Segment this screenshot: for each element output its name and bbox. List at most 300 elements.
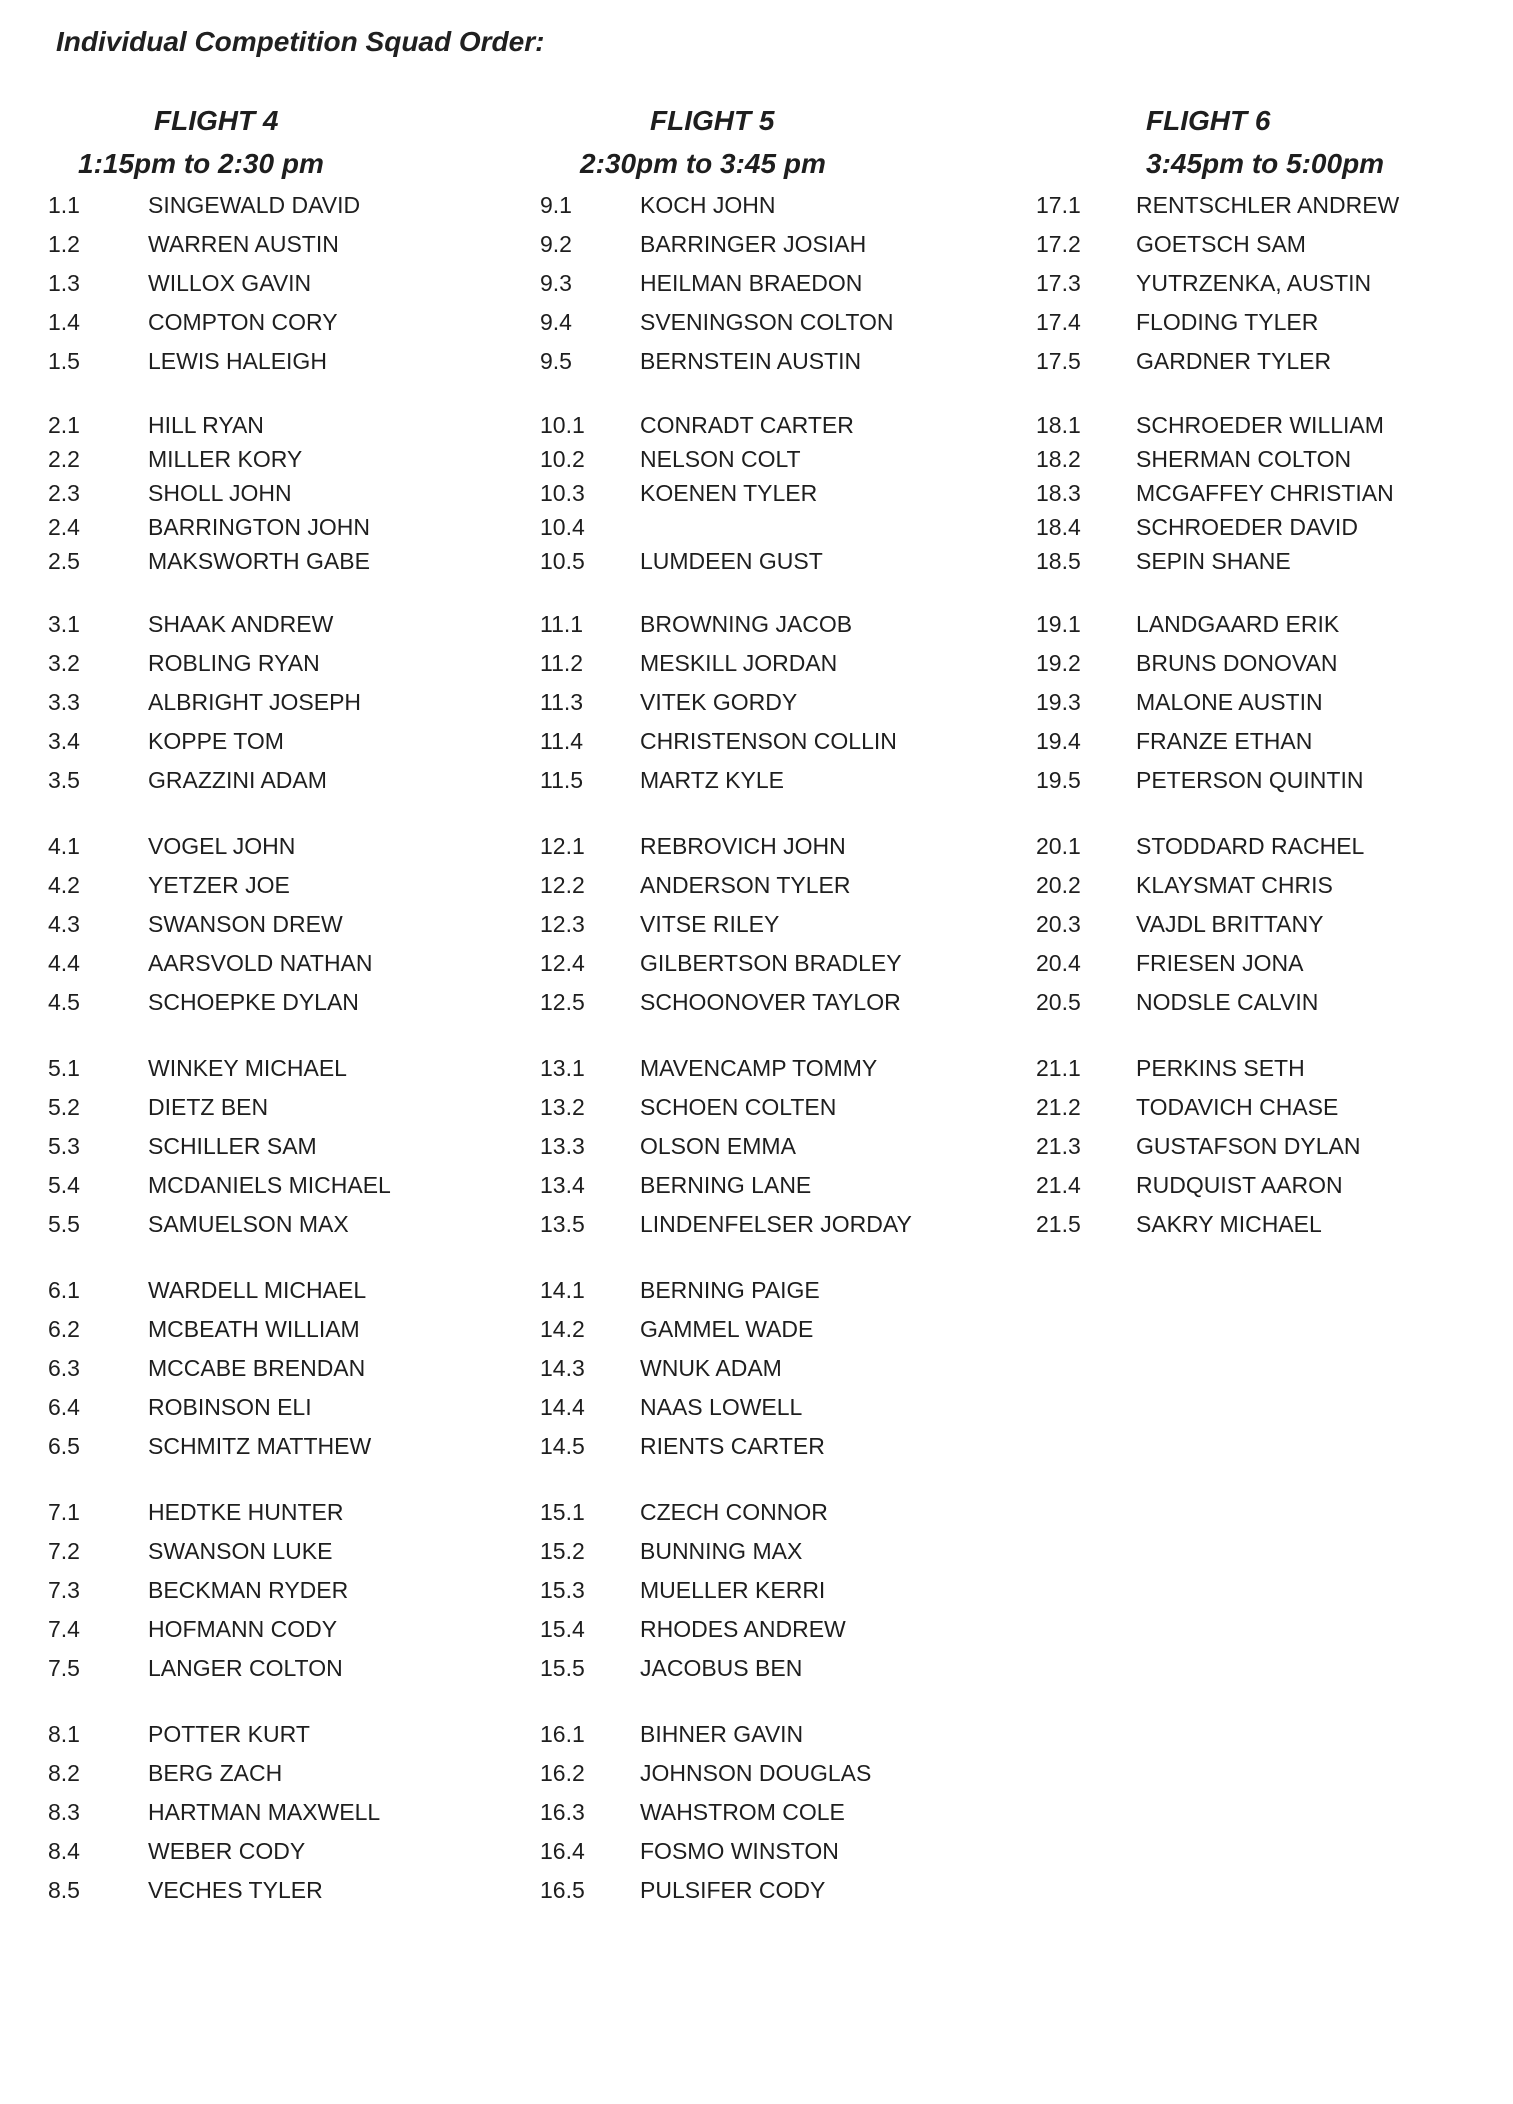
squad-row [540,644,1010,683]
position-number: 18.4 [1036,514,1081,540]
position-number: 6.5 [48,1433,80,1459]
shooter-name: WARDELL MICHAEL [148,1277,367,1303]
position-number: 12.2 [540,872,585,898]
shooter-name: SHERMAN COLTON [1136,446,1352,472]
shooter-name: VECHES TYLER [148,1877,323,1903]
squad-row [48,1571,518,1610]
shooter-name: GUSTAFSON DYLAN [1136,1133,1361,1159]
squad-row [1036,1127,1506,1166]
shooter-name: SVENINGSON COLTON [640,309,894,335]
shooter-name: VITEK GORDY [640,689,798,715]
position-number: 20.4 [1036,950,1081,976]
squad-row [540,1532,1010,1571]
squad-row [48,644,518,683]
squad-row [48,1088,518,1127]
shooter-name: GOETSCH SAM [1136,231,1306,257]
squad-row [540,1571,1010,1610]
shooter-name: RHODES ANDREW [640,1616,846,1642]
shooter-name: RUDQUIST AARON [1136,1172,1343,1198]
squad-row [48,722,518,761]
position-number: 19.4 [1036,728,1081,754]
flight-4-title: FLIGHT 4 [154,105,279,136]
position-number: 4.4 [48,950,80,976]
position-number: 17.1 [1036,192,1081,218]
squad-row [1036,186,1506,225]
shooter-name: BIHNER GAVIN [640,1721,804,1747]
squad-block [540,408,1010,578]
shooter-name: SCHROEDER WILLIAM [1136,412,1384,438]
position-number: 17.3 [1036,270,1081,296]
position-number: 3.5 [48,767,80,793]
position-number: 21.1 [1036,1055,1081,1081]
squad-row [48,683,518,722]
position-number: 20.5 [1036,989,1081,1015]
squad-row [1036,408,1506,442]
shooter-name: MALONE AUSTIN [1136,689,1323,715]
shooter-name: YUTRZENKA, AUSTIN [1136,270,1372,296]
squad-row [48,1532,518,1571]
squad-row [1036,761,1506,800]
position-number: 18.2 [1036,446,1081,472]
position-number: 20.3 [1036,911,1081,937]
shooter-name: YETZER JOE [148,872,290,898]
squad-block [540,186,1010,381]
shooter-name: NAAS LOWELL [640,1394,803,1420]
position-number: 14.1 [540,1277,585,1303]
shooter-name: MUELLER KERRI [640,1577,826,1603]
position-number: 17.5 [1036,348,1081,374]
squad-row [540,303,1010,342]
shooter-name: HEDTKE HUNTER [148,1499,344,1525]
squad-block [1036,827,1506,1022]
position-number: 6.4 [48,1394,80,1420]
squad-row [540,544,1010,578]
position-number: 19.5 [1036,767,1081,793]
squad-row [1036,983,1506,1022]
squad-row [1036,683,1506,722]
squad-row [540,1127,1010,1166]
shooter-name: FOSMO WINSTON [640,1838,839,1864]
shooter-name: SAMUELSON MAX [148,1211,349,1237]
shooter-name: RENTSCHLER ANDREW [1136,192,1400,218]
flight-6-column [1036,100,1506,1271]
squad-row [1036,944,1506,983]
shooter-name: VAJDL BRITTANY [1136,911,1324,937]
flight-4-column [48,100,518,1937]
squad-row [540,408,1010,442]
squad-block [1036,186,1506,381]
position-number: 3.1 [48,611,80,637]
flight-6-title: FLIGHT 6 [1146,105,1271,136]
shooter-name: BERNSTEIN AUSTIN [640,348,862,374]
position-number: 10.4 [540,514,585,540]
shooter-name: JACOBUS BEN [640,1655,803,1681]
squad-block [48,186,518,381]
squad-row [48,1754,518,1793]
squad-row [540,342,1010,381]
shooter-name: FRANZE ETHAN [1136,728,1313,754]
shooter-name: WARREN AUSTIN [148,231,339,257]
squad-row [540,1310,1010,1349]
shooter-name: WINKEY MICHAEL [148,1055,347,1081]
squad-block [540,1049,1010,1244]
position-number: 10.2 [540,446,585,472]
squad-row [540,1271,1010,1310]
squad-row [1036,1049,1506,1088]
squad-row [48,866,518,905]
position-number: 18.3 [1036,480,1081,506]
squad-row [48,264,518,303]
position-number: 14.2 [540,1316,585,1342]
shooter-name: KOENEN TYLER [640,480,818,506]
position-number: 19.2 [1036,650,1081,676]
shooter-name: GARDNER TYLER [1136,348,1332,374]
shooter-name: TODAVICH CHASE [1136,1094,1339,1120]
squad-row [48,905,518,944]
position-number: 18.1 [1036,412,1081,438]
position-number: 7.3 [48,1577,80,1603]
squad-row [1036,827,1506,866]
position-number: 9.1 [540,192,572,218]
squad-block [48,827,518,1022]
shooter-name: SHOLL JOHN [148,480,292,506]
position-number: 17.4 [1036,309,1081,335]
shooter-name: JOHNSON DOUGLAS [640,1760,872,1786]
position-number: 2.3 [48,480,80,506]
position-number: 11.4 [540,728,584,754]
position-number: 12.3 [540,911,585,937]
squad-row [540,1088,1010,1127]
page-title: Individual Competition Squad Order: [56,26,545,57]
shooter-name: SWANSON DREW [148,911,343,937]
position-number: 15.4 [540,1616,585,1642]
squad-row [1036,905,1506,944]
squad-row [540,1793,1010,1832]
position-number: 3.2 [48,650,80,676]
position-number: 15.1 [540,1499,585,1525]
position-number: 20.2 [1036,872,1081,898]
shooter-name: FLODING TYLER [1136,309,1319,335]
squad-row [1036,442,1506,476]
squad-row [48,1205,518,1244]
squad-row [1036,722,1506,761]
position-number: 1.5 [48,348,80,374]
squad-row [540,1754,1010,1793]
position-number: 6.2 [48,1316,80,1342]
squad-row [540,1205,1010,1244]
position-number: 3.4 [48,728,80,754]
position-number: 5.3 [48,1133,80,1159]
squad-row [540,1049,1010,1088]
squad-block [1036,408,1506,578]
shooter-name: BERNING PAIGE [640,1277,820,1303]
position-number: 4.3 [48,911,80,937]
position-number: 7.4 [48,1616,80,1642]
shooter-name: BERG ZACH [148,1760,283,1786]
shooter-name: WAHSTROM COLE [640,1799,845,1825]
shooter-name: CZECH CONNOR [640,1499,828,1525]
position-number: 15.2 [540,1538,585,1564]
flight-5-column [540,100,1010,1937]
squad-row [48,510,518,544]
position-number: 6.3 [48,1355,80,1381]
shooter-name: SCHOONOVER TAYLOR [640,989,901,1015]
position-number: 11.5 [540,767,584,793]
position-number: 18.5 [1036,548,1081,574]
shooter-name: SHAAK ANDREW [148,611,334,637]
position-number: 13.3 [540,1133,585,1159]
shooter-name: LINDENFELSER JORDAY [640,1211,912,1237]
squad-row [540,722,1010,761]
shooter-name: ROBINSON ELI [148,1394,312,1420]
position-number: 13.5 [540,1211,585,1237]
squad-row [540,1871,1010,1910]
position-number: 5.2 [48,1094,80,1120]
squad-row [48,983,518,1022]
shooter-name: ALBRIGHT JOSEPH [148,689,362,715]
shooter-name: HARTMAN MAXWELL [148,1799,381,1825]
shooter-name: SCHMITZ MATTHEW [148,1433,372,1459]
position-number: 21.3 [1036,1133,1081,1159]
shooter-name: LANDGAARD ERIK [1136,611,1340,637]
squad-row [48,944,518,983]
position-number: 9.4 [540,309,572,335]
shooter-name: MCCABE BRENDAN [148,1355,366,1381]
position-number: 4.2 [48,872,80,898]
shooter-name: STODDARD RACHEL [1136,833,1365,859]
shooter-name: LANGER COLTON [148,1655,343,1681]
position-number: 16.4 [540,1838,585,1864]
position-number: 1.4 [48,309,80,335]
position-number: 11.1 [540,611,584,637]
flight-4-squads [48,186,518,1910]
shooter-name: COMPTON CORY [148,309,338,335]
squad-row [540,1349,1010,1388]
squad-row [540,1649,1010,1688]
squad-row [48,1871,518,1910]
shooter-name: NODSLE CALVIN [1136,989,1319,1015]
position-number: 9.2 [540,231,572,257]
shooter-name: KOPPE TOM [148,728,284,754]
position-number: 7.2 [48,1538,80,1564]
position-number: 5.5 [48,1211,80,1237]
squad-row [1036,303,1506,342]
shooter-name: MAKSWORTH GABE [148,548,370,574]
position-number: 16.3 [540,1799,585,1825]
shooter-name: MAVENCAMP TOMMY [640,1055,878,1081]
shooter-name: GAMMEL WADE [640,1316,814,1342]
shooter-name: KOCH JOHN [640,192,776,218]
position-number: 6.1 [48,1277,80,1303]
shooter-name: POTTER KURT [148,1721,310,1747]
squad-block [48,1715,518,1910]
shooter-name: KLAYSMAT CHRIS [1136,872,1333,898]
shooter-name: LEWIS HALEIGH [148,348,327,374]
squad-row [48,442,518,476]
squad-row [1036,225,1506,264]
shooter-name: SCHOEPKE DYLAN [148,989,359,1015]
shooter-name: MCGAFFEY CHRISTIAN [1136,480,1394,506]
position-number: 8.1 [48,1721,80,1747]
squad-block [540,1715,1010,1910]
squad-row [1036,476,1506,510]
squad-row [48,1166,518,1205]
shooter-name: HEILMAN BRAEDON [640,270,863,296]
position-number: 14.4 [540,1394,585,1420]
shooter-name: SAKRY MICHAEL [1136,1211,1322,1237]
squad-row [48,1310,518,1349]
squad-row [540,605,1010,644]
squad-block [48,1493,518,1688]
squad-row [48,1832,518,1871]
position-number: 1.3 [48,270,80,296]
squad-row [1036,605,1506,644]
shooter-name: OLSON EMMA [640,1133,796,1159]
position-number: 2.2 [48,446,80,472]
flight-4-time: 1:15pm to 2:30 pm [78,148,324,179]
squad-block [1036,1049,1506,1244]
squad-block [48,408,518,578]
squad-row [540,683,1010,722]
shooter-name: CHRISTENSON COLLIN [640,728,897,754]
position-number: 9.5 [540,348,572,374]
shooter-name: MILLER KORY [148,446,303,472]
squad-row [48,605,518,644]
squad-row [1036,544,1506,578]
shooter-name: BARRINGER JOSIAH [640,231,867,257]
flight-5-squads [540,186,1010,1910]
shooter-name: MCDANIELS MICHAEL [148,1172,391,1198]
position-number: 17.2 [1036,231,1081,257]
squad-row [1036,510,1506,544]
squad-row [48,225,518,264]
squad-row [540,1427,1010,1466]
shooter-name: SCHROEDER DAVID [1136,514,1358,540]
position-number: 8.4 [48,1838,80,1864]
squad-row [540,1388,1010,1427]
squad-block [540,827,1010,1022]
shooter-name: PERKINS SETH [1136,1055,1305,1081]
squad-block [48,605,518,800]
position-number: 10.1 [540,412,585,438]
position-number: 13.1 [540,1055,585,1081]
squad-row [48,408,518,442]
squad-row [48,1388,518,1427]
squad-row [540,827,1010,866]
shooter-name: GRAZZINI ADAM [148,767,327,793]
position-number: 4.5 [48,989,80,1015]
position-number: 7.1 [48,1499,80,1525]
shooter-name: MESKILL JORDAN [640,650,838,676]
shooter-name: RIENTS CARTER [640,1433,825,1459]
position-number: 3.3 [48,689,80,715]
squad-row [48,342,518,381]
squad-row [48,544,518,578]
squad-row [48,827,518,866]
shooter-name: BUNNING MAX [640,1538,803,1564]
position-number: 9.3 [540,270,572,296]
position-number: 20.1 [1036,833,1081,859]
squad-row [1036,1166,1506,1205]
squad-row [540,761,1010,800]
position-number: 14.3 [540,1355,585,1381]
shooter-name: SEPIN SHANE [1136,548,1291,574]
shooter-name: PETERSON QUINTIN [1136,767,1364,793]
shooter-name: LUMDEEN GUST [640,548,823,574]
position-number: 8.2 [48,1760,80,1786]
squad-row [1036,866,1506,905]
position-number: 11.3 [540,689,584,715]
position-number: 15.5 [540,1655,585,1681]
position-number: 8.5 [48,1877,80,1903]
squad-block [540,1493,1010,1688]
position-number: 21.2 [1036,1094,1081,1120]
squad-row [540,1610,1010,1649]
position-number: 12.4 [540,950,585,976]
shooter-name: AARSVOLD NATHAN [148,950,373,976]
squad-row [540,866,1010,905]
shooter-name: SCHILLER SAM [148,1133,317,1159]
position-number: 15.3 [540,1577,585,1603]
squad-row [48,1271,518,1310]
position-number: 19.3 [1036,689,1081,715]
shooter-name: BRUNS DONOVAN [1136,650,1338,676]
position-number: 19.1 [1036,611,1081,637]
squad-row [540,905,1010,944]
squad-row [48,1649,518,1688]
squad-row [48,1610,518,1649]
squad-row [48,1049,518,1088]
shooter-name: ROBLING RYAN [148,650,320,676]
squad-row [48,303,518,342]
squad-row [1036,1205,1506,1244]
shooter-name: FRIESEN JONA [1136,950,1304,976]
flight-6-squads [1036,186,1506,1244]
squad-row [540,225,1010,264]
shooter-name: GILBERTSON BRADLEY [640,950,902,976]
position-number: 1.1 [48,192,80,218]
squad-row [540,186,1010,225]
squad-row [48,761,518,800]
shooter-name: MARTZ KYLE [640,767,784,793]
shooter-name: HILL RYAN [148,412,264,438]
position-number: 14.5 [540,1433,585,1459]
squad-row [48,1715,518,1754]
squad-row [540,983,1010,1022]
position-number: 16.5 [540,1877,585,1903]
shooter-name: CONRADT CARTER [640,412,854,438]
squad-row [1036,342,1506,381]
position-number: 5.4 [48,1172,80,1198]
squad-row [540,510,1010,544]
position-number: 13.2 [540,1094,585,1120]
position-number: 16.2 [540,1760,585,1786]
shooter-name: SINGEWALD DAVID [148,192,361,218]
position-number: 8.3 [48,1799,80,1825]
shooter-name: WILLOX GAVIN [148,270,312,296]
squad-row [48,1349,518,1388]
shooter-name: MCBEATH WILLIAM [148,1316,360,1342]
shooter-name: BROWNING JACOB [640,611,853,637]
squad-row [48,1493,518,1532]
squad-row [1036,264,1506,303]
squad-row [540,1493,1010,1532]
shooter-name: SCHOEN COLTEN [640,1094,837,1120]
shooter-name: WEBER CODY [148,1838,306,1864]
squad-row [540,1832,1010,1871]
squad-row [540,1166,1010,1205]
squad-row [48,1427,518,1466]
